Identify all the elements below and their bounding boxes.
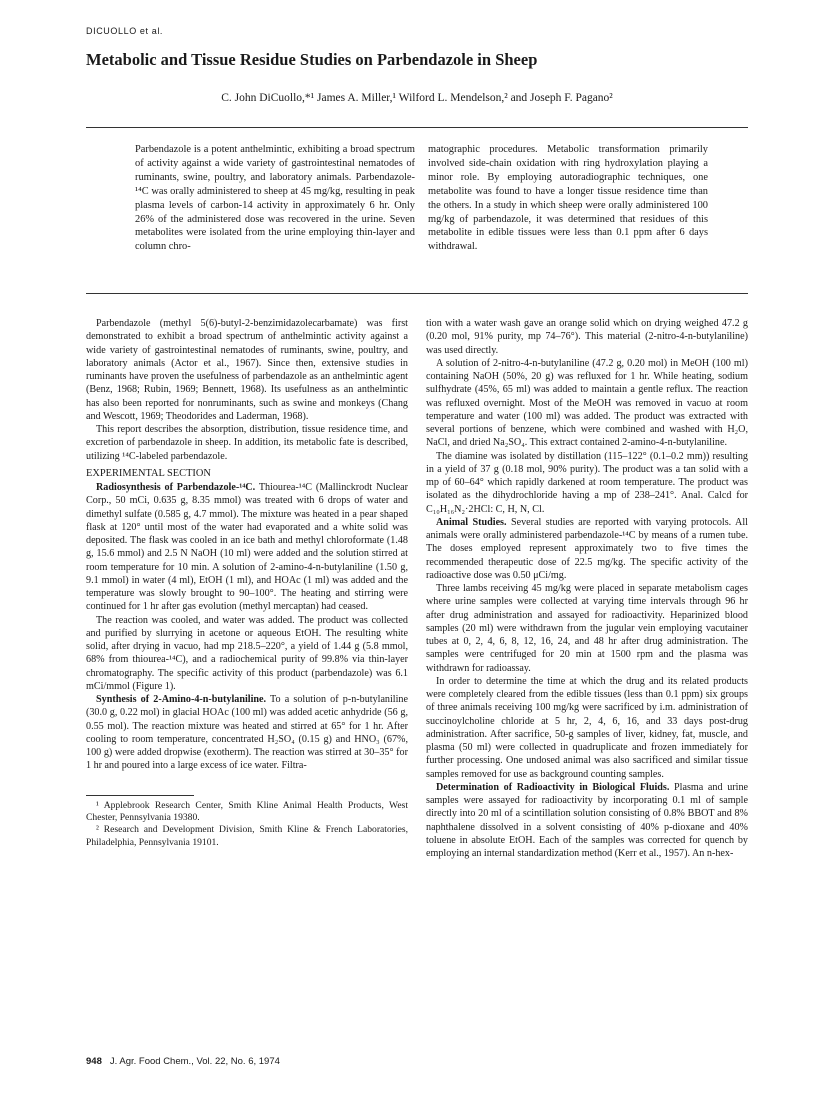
paragraph: [86, 693, 408, 773]
abstract-left: Parbendazole is a potent anthelmintic, exhibiting a broad spectrum of activity against a wide variety of gastrointestinal nematodes of ruminants, swine, poultry, and laboratory animals. Parbendazole-¹⁴C was orally administered to sheep at 45 mg/kg, resulting in peak plasma levels of carbon-14 activity in approximately 6 hr. Only 26% of the administered dose was recovered in the urine. Seven metabolites were isolated from the urine employing thin-layer and column chro-: [135, 144, 415, 253]
paragraph: A solution of 2-nitro-4-n-butylaniline (47.2 g, 0.20 mol) in MeOH (100 ml) containing NaOH (50%, 20 g) was refluxed for 1 hr. While heating, sodium sulfhydrate (45%, 65 ml) was added to maintain a gentle reflux. The reaction was refluxed overnight. Most of the MeOH was removed in vacuo at room temperature and water (100 ml) was added. The product was extracted with several portions of benzene, which were combined and washed with H₂O, NaCl, and dried Na₂SO₄. This extract contained 2-amino-4-n-butylaniline.: [426, 357, 748, 449]
paragraph-text: Thiourea-¹⁴C (Mallinckrodt Nuclear Corp., 50 mCi, 0.635 g, 8.35 mmol) was treated with 6 drops of water and dimethyl sulfate (0.585 g, 4.7 mmol). The mixture was heated in a pear shaped flask at 120° until most of the water had evaporated and a white solid was deposited. The flask was cooled in an ice bath and methyl chloroformate (1.48 g, 15.6 mmol) and 2.5 N NaOH (10 ml) were added and the solution stirred at room temperature for 10 min. A solution of 2-amino-4-n-butylaniline (1.50 g, 9.1 mmol) in water (4 ml), EtOH (1 ml), and HOAc (1 ml) was added and the temperature was slowly brought to 90–100°. The heating and stirring were continued for 1 hr after gas evolution (methyl mercaptan) had ceased.: [86, 482, 408, 613]
right-column: [426, 317, 748, 860]
running-head: DICUOLLO et al.: [86, 26, 164, 36]
abstract-right: matographic procedures. Metabolic transformation primarily involved side-chain oxidation with ring hydroxylation playing a minor role. By employing autoradiographic techniques, one metabolite was found to have a longer tissue residence time than the others. In a study in which sheep were orally administered 100 mg/kg of parbendazole, it was determined that residues of this metabolite in edible tissues were less than 0.1 ppm after 6 days withdrawal.: [428, 144, 708, 253]
paragraph: [426, 516, 748, 582]
author-list: C. John DiCuollo,*¹ James A. Miller,¹ Wilford L. Mendelson,² and Joseph F. Pagano²: [221, 92, 613, 104]
subsection-heading: Radiosynthesis of Parbendazole-¹⁴C.: [96, 482, 256, 493]
subsection-heading: Animal Studies.: [436, 516, 507, 528]
paragraph: In order to determine the time at which the drug and its related products were completely cleared from the edible tissues (less than 0.1 ppm) six groups of three animals receiving 100 mg/kg were sacrificed by i.m. administration of succinoylcholine chloride at 5 hr, 2, 4, 6, 16, and 33 days post-drug administration. After sacrifice, 50-g samples of liver, kidney, fat, muscle, and plasma (50 ml) were collected in quadruplicate and frozen immediately for further processing. One undosed animal was also sacrificed and similar tissue samples removed for use as background counting samples.: [426, 675, 748, 780]
left-column: [86, 317, 408, 860]
paragraph: tion with a water wash gave an orange solid which on drying weighed 47.2 g (0.20 mol, 91% purity, mp 74–76°). This material (2-nitro-4-n-butylaniline) was used directly.: [426, 318, 748, 356]
paragraph-text: Several studies are reported with varying protocols. All animals were orally administered parbendazole-¹⁴C by means of a rumen tube. The doses employed represent approximately two to five times the recommended therapeutic dose of 22.5 mg/kg. The specific activity of the radioactive dose was 0.50 μCi/mg.: [426, 516, 748, 581]
footnote: ² Research and Development Division, Smith Kline & French Laboratories, Philadelphia, Pennsylvania 19101.: [86, 824, 408, 848]
paragraph: [426, 781, 748, 861]
journal-citation: J. Agr. Food Chem., Vol. 22, No. 6, 1974: [109, 1056, 280, 1067]
subsection-heading: Determination of Radioactivity in Biological Fluids.: [436, 781, 670, 793]
article-title: Metabolic and Tissue Residue Studies on Parbendazole in Sheep: [86, 50, 538, 69]
article-body: [86, 317, 748, 860]
abstract-bottom-rule: [86, 293, 748, 294]
paragraph-text: To a solution of p-n-butylaniline (30.0 g, 0.22 mol) in glacial HOAc (100 ml) was added acetic anhydride (56 g, 0.55 mol). The reaction mixture was heated and stirred at 65° for 1 hr. After cooling to room temperature, concentrated H₂SO₄ (0.15 g) and HNO₃ (67%, 100 g) were added dropwise (exotherm). The reaction was stirred at 30–35° for 1 hr and poured into a large excess of ice water. Filtra-: [86, 694, 408, 772]
paragraph-text: Plasma and urine samples were assayed for radioactivity by incorporating 0.1 ml of sample directly into 20 ml of a scintillation solution consisting of 0.8% BBOT and 8% naphthalene dissolved in a solvent consisting of 40% p-dioxane and 40% toluene in absolute EtOH. Each of the samples was corrected for quench by employing an internal standardization method (Kerr et al., 1957). An n-hex-: [426, 781, 749, 859]
paragraph: Three lambs receiving 45 mg/kg were placed in separate metabolism cages where urine samples were collected at varying time intervals through 96 hr after drug administration and assayed for radioactivity. Heparinized blood samples (20 ml) were withdrawn from the jugular vein employing vacutainer tubes at 0, 2, 4, 6, 8, 12, 16, 24, and 48 hr after drug administration. The samples were centrifuged for 20 min at 1500 rpm and the plasma was withdrawn for radioassay.: [426, 583, 748, 674]
paragraph: The reaction was cooled, and water was added. The product was collected and purified by slurrying in acetone or aqueous EtOH. The resulting white solid, after drying in vacuo, had mp 218.5–220°, a yield of 1.44 g (5.8 mmol, 68% from thiourea-¹⁴C), and a radiochemical purity of 99.8% via thin-layer chromatography. The specific activity of this product (parbendazole) was 6.1 mCi/mmol (Figure 1).: [86, 614, 408, 692]
footnote-rule: [86, 795, 194, 796]
paragraph: [86, 481, 408, 614]
footnote: ¹ Applebrook Research Center, Smith Kline Animal Health Products, West Chester, Pennsylvania 19380.: [86, 799, 408, 823]
page-footer: [86, 1056, 280, 1067]
paragraph: This report describes the absorption, distribution, tissue residence time, and excretion of parbendazole in sheep. In addition, its metabolic fate is described, utilizing ¹⁴C-labeled parbendazole.: [86, 424, 408, 462]
top-rule: [86, 127, 748, 128]
paragraph: The diamine was isolated by distillation (115–122° (0.1–0.2 mm)) resulting in a yield of 37 g (0.18 mol, 90% purity). The product was a tan solid with a mp of 60–64° which rapidly darkened at room temperature. The product was isolated as the dihydrochloride having a mp of 238–241°. Anal. Calcd for C₁₀H₁₆N₂·2HCl: C, H, N, Cl.: [426, 450, 748, 515]
page-number: 948: [86, 1056, 102, 1067]
abstract: [135, 143, 708, 254]
section-heading: EXPERIMENTAL SECTION: [86, 467, 211, 479]
paragraph: Parbendazole (methyl 5(6)-butyl-2-benzimidazolecarbamate) was first demonstrated to exhibit a broad spectrum of anthelmintic activity against a wide variety of gastrointestinal nematodes of ruminants, swine, poultry, and laboratory animals (Actor et al., 1967). Since then, extensive studies in ruminants have proven the usefulness of parbendazole as an anthelmintic agent (Benz, 1968; Rubin, 1969; Bennett, 1968). Its usefulness as an anthelmintic has also been reported for nonruminants, such as swine and monkeys (Chang and Wescott, 1969; Theodorides and Laderman, 1968).: [86, 318, 408, 422]
subsection-heading: Synthesis of 2-Amino-4-n-butylaniline.: [96, 694, 267, 705]
